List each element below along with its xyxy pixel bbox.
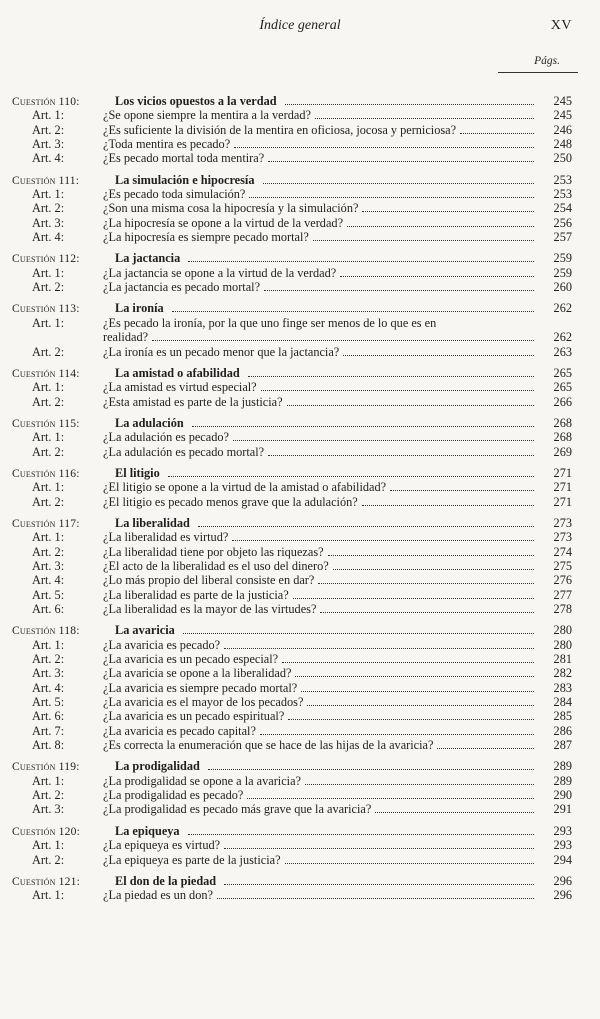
page-ref: 277: [553, 587, 572, 602]
article-entry: [12, 495, 572, 509]
article-question: ¿La avaricia se opone a la liberalidad?: [103, 666, 292, 681]
article-entry: [12, 216, 572, 230]
column-rule: [498, 72, 578, 73]
toc-section: [12, 251, 572, 294]
article-question: ¿La piedad es un don?: [103, 888, 213, 903]
dot-leader: [362, 202, 534, 212]
question-number: Cuestión 114:: [12, 366, 80, 380]
question-number: Cuestión 112:: [12, 252, 80, 266]
page-ref: 274: [553, 544, 572, 559]
article-question: ¿La adulación es pecado?: [103, 430, 229, 445]
dot-leader: [232, 531, 534, 541]
article-number: Art. 1:: [32, 380, 65, 395]
pages-column-label: Págs.: [534, 55, 560, 67]
article-entry: [12, 681, 572, 695]
question-number: Cuestión 119:: [12, 760, 80, 774]
article-entry: [12, 545, 572, 559]
dot-leader: [152, 331, 534, 341]
page-ref: 289: [553, 773, 572, 788]
toc-section: [12, 416, 572, 459]
dot-leader: [188, 825, 534, 835]
article-question: ¿La prodigalidad es pecado?: [103, 788, 244, 803]
article-question: ¿La avaricia es pecado?: [103, 637, 221, 652]
page-ref: 268: [553, 415, 572, 430]
article-number: Art. 8:: [32, 738, 65, 753]
question-title: La adulación: [115, 415, 184, 430]
dot-leader: [287, 396, 534, 406]
dot-leader: [208, 760, 534, 770]
dot-leader: [305, 775, 534, 785]
article-entry: [12, 666, 572, 680]
question-number: Cuestión 117:: [12, 516, 80, 530]
article-question: ¿La avaricia es pecado capital?: [103, 723, 256, 738]
article-entry: [12, 838, 572, 852]
article-number: Art. 5:: [32, 695, 65, 710]
page-ref: 290: [553, 788, 572, 803]
dot-leader: [285, 854, 534, 864]
article-entry: [12, 588, 572, 602]
article-entry: [12, 480, 572, 494]
dot-leader: [328, 546, 534, 556]
article-number: Art. 4:: [32, 573, 65, 588]
dot-leader: [261, 381, 534, 391]
article-entry: [12, 652, 572, 666]
page-ref: 278: [553, 602, 572, 616]
article-question: ¿La epiqueya es parte de la justicia?: [103, 852, 281, 867]
article-number: Art. 3:: [32, 802, 65, 817]
article-question: ¿La hipocresía se opone a la virtud de la verdad?: [103, 215, 344, 230]
dot-leader: [263, 174, 535, 184]
article-question: ¿La avaricia es un pecado especial?: [103, 652, 279, 667]
article-question: ¿La adulación es pecado mortal?: [103, 444, 265, 459]
page-ref: 269: [553, 444, 572, 459]
article-number: Art. 2:: [32, 122, 65, 137]
dot-leader: [293, 589, 534, 599]
question-heading: [12, 251, 572, 265]
toc-section: [12, 516, 572, 616]
article-number: Art. 2:: [32, 852, 65, 867]
article-number: Art. 4:: [32, 230, 65, 245]
article-question: ¿La jactancia es pecado mortal?: [103, 280, 261, 295]
page-ref: 291: [553, 802, 572, 817]
page-ref: 287: [553, 738, 572, 753]
article-number: Art. 1:: [32, 838, 65, 853]
page-ref: 265: [553, 365, 572, 380]
article-number: Art. 1:: [32, 430, 65, 445]
page-ref: 262: [553, 301, 572, 316]
article-question: ¿La liberalidad tiene por objeto las riquezas?: [103, 544, 324, 559]
dot-leader: [264, 281, 534, 291]
question-heading: [12, 416, 572, 430]
article-number: Art. 2:: [32, 788, 65, 803]
article-question: ¿La liberalidad es parte de la justicia?: [103, 587, 289, 602]
question-title: La prodigalidad: [115, 759, 200, 774]
dot-leader: [301, 682, 534, 692]
toc-section: [12, 874, 572, 903]
toc-section: [12, 824, 572, 867]
article-question: ¿Toda mentira es pecado?: [103, 137, 231, 152]
question-number: Cuestión 120:: [12, 824, 81, 838]
question-heading: [12, 874, 572, 888]
dot-leader: [343, 346, 534, 356]
dot-leader: [224, 639, 534, 649]
question-number: Cuestión 116:: [12, 466, 80, 480]
article-number: Art. 1:: [32, 637, 65, 652]
dot-leader: [247, 789, 534, 799]
dot-leader: [198, 517, 534, 527]
table-of-contents: [12, 94, 572, 910]
toc-section: [12, 466, 572, 509]
page-ref: 253: [553, 172, 572, 187]
article-number: Art. 3:: [32, 666, 65, 681]
dot-leader: [188, 252, 534, 262]
question-number: Cuestión 111:: [12, 173, 80, 187]
article-number: Art. 1:: [32, 888, 65, 903]
article-number: Art. 2:: [32, 494, 65, 509]
article-entry: [12, 853, 572, 867]
article-entry: [12, 709, 572, 723]
dot-leader: [224, 875, 534, 885]
article-entry: [12, 345, 572, 359]
dot-leader: [233, 431, 534, 441]
article-question: ¿La epiqueya es virtud?: [103, 838, 221, 853]
page-ref: 262: [553, 330, 572, 345]
toc-section: [12, 623, 572, 752]
page-ref: 296: [553, 873, 572, 888]
question-number: Cuestión 110:: [12, 95, 80, 108]
dot-leader: [295, 667, 534, 677]
question-heading: [12, 366, 572, 380]
page-ref: 248: [553, 137, 572, 152]
page-ref: 285: [553, 709, 572, 724]
dot-leader: [340, 267, 534, 277]
question-heading: [12, 623, 572, 637]
page-ref: 245: [553, 108, 572, 123]
toc-section: [12, 301, 572, 358]
page-ref: 276: [553, 573, 572, 588]
dot-leader: [313, 231, 534, 241]
page-ref: 266: [553, 394, 572, 409]
dot-leader: [285, 95, 534, 105]
article-entry: [12, 573, 572, 587]
article-entry: [12, 137, 572, 151]
question-heading: [12, 516, 572, 530]
question-title: La avaricia: [115, 623, 175, 638]
dot-leader: [248, 367, 534, 377]
question-heading: [12, 466, 572, 480]
page-ref: 250: [553, 151, 572, 166]
article-question: ¿Es suficiente la división de la mentira en oficiosa, jocosa y perniciosa?: [103, 122, 457, 137]
dot-leader: [217, 889, 534, 899]
dot-leader: [347, 217, 534, 227]
page-ref: 271: [553, 480, 572, 495]
question-heading: [12, 759, 572, 773]
article-entry: [12, 738, 572, 752]
article-question: ¿Lo más propio del liberal consiste en dar?: [103, 573, 315, 588]
dot-leader: [268, 152, 534, 162]
article-entry: [12, 559, 572, 573]
page-ref: 293: [553, 838, 572, 853]
question-number: Cuestión 113:: [12, 302, 80, 316]
page-ref: 259: [553, 251, 572, 266]
article-entry: [12, 201, 572, 215]
article-question: ¿La avaricia es siempre pecado mortal?: [103, 680, 298, 695]
article-number: Art. 1:: [32, 265, 65, 280]
article-entry: [12, 724, 572, 738]
article-number: Art. 2:: [32, 201, 65, 216]
article-number: Art. 2:: [32, 280, 65, 295]
article-number: Art. 3:: [32, 137, 65, 152]
article-entry: [12, 380, 572, 394]
toc-section: [12, 173, 572, 245]
page-ref: 296: [553, 888, 572, 903]
question-number: Cuestión 115:: [12, 416, 80, 430]
dot-leader: [437, 739, 534, 749]
article-entry: [12, 774, 572, 788]
page-number: XV: [550, 18, 572, 33]
question-heading: [12, 301, 572, 315]
article-number: Art. 2:: [32, 344, 65, 359]
dot-leader: [168, 467, 534, 477]
article-number: Art. 2:: [32, 544, 65, 559]
article-number: Art. 1:: [32, 108, 65, 123]
question-title: El litigio: [115, 465, 160, 480]
toc-section: [12, 94, 572, 166]
article-entry: [12, 266, 572, 280]
article-number: Art. 4:: [32, 680, 65, 695]
article-entry: [12, 602, 572, 616]
article-number: Art. 6:: [32, 709, 65, 724]
article-question: ¿La hipocresía es siempre pecado mortal?: [103, 230, 309, 245]
page-ref: 257: [553, 230, 572, 245]
page-ref: 280: [553, 623, 572, 638]
dot-leader: [249, 188, 534, 198]
article-number: Art. 7:: [32, 723, 65, 738]
article-question: ¿La amistad es virtud especial?: [103, 380, 257, 395]
page-ref: 268: [553, 430, 572, 445]
article-entry: [12, 316, 572, 345]
article-number: Art. 6:: [32, 602, 65, 616]
dot-leader: [183, 624, 534, 634]
article-entry: [12, 695, 572, 709]
dot-leader: [288, 710, 534, 720]
dot-leader: [260, 725, 534, 735]
page-ref: 289: [553, 759, 572, 774]
dot-leader: [172, 302, 534, 312]
article-question: ¿La avaricia es el mayor de los pecados?: [103, 695, 304, 710]
page-ref: 273: [553, 515, 572, 530]
article-question: ¿Se opone siempre la mentira a la verdad?: [103, 108, 311, 123]
page-ref: 293: [553, 823, 572, 838]
article-number: Art. 2:: [32, 394, 65, 409]
article-entry: [12, 888, 572, 902]
article-entry: [12, 788, 572, 802]
page-ref: 265: [553, 380, 572, 395]
dot-leader: [315, 109, 534, 119]
running-header: [0, 18, 600, 40]
page-ref: 271: [553, 494, 572, 509]
question-title: El don de la piedad: [115, 873, 217, 888]
article-question: ¿La avaricia es un pecado espiritual?: [103, 709, 285, 724]
page-ref: 254: [553, 201, 572, 216]
article-entry: [12, 430, 572, 444]
page-ref: 259: [553, 265, 572, 280]
article-entry: [12, 108, 572, 122]
toc-section: [12, 759, 572, 816]
article-entry: [12, 123, 572, 137]
page-ref: 245: [553, 94, 572, 108]
article-question: ¿El acto de la liberalidad es el uso del dinero?: [103, 558, 329, 573]
article-question: ¿Esta amistad es parte de la justicia?: [103, 394, 283, 409]
dot-leader: [320, 603, 534, 613]
article-entry: [12, 802, 572, 816]
article-question: ¿El litigio es pecado menos grave que la adulación?: [103, 494, 358, 509]
article-question: ¿Es pecado toda simulación?: [103, 187, 246, 202]
dot-leader: [234, 138, 534, 148]
dot-leader: [333, 560, 534, 570]
page-ref: 275: [553, 558, 572, 573]
question-heading: [12, 94, 572, 108]
article-question: ¿La liberalidad es la mayor de las virtudes?: [103, 602, 317, 616]
article-question: ¿Es pecado la ironía, por la que uno finge ser menos de lo que es en: [103, 315, 437, 330]
article-number: Art. 2:: [32, 652, 65, 667]
article-entry: [12, 187, 572, 201]
article-question: ¿La prodigalidad se opone a la avaricia?: [103, 773, 302, 788]
article-number: Art. 1:: [32, 187, 65, 202]
page-ref: 284: [553, 695, 572, 710]
page-ref: 294: [553, 852, 572, 867]
article-entry: [12, 395, 572, 409]
question-number: Cuestión 118:: [12, 624, 80, 638]
dot-leader: [268, 446, 534, 456]
toc-section: [12, 366, 572, 409]
question-number: Cuestión 121:: [12, 874, 81, 888]
page-ref: 281: [553, 652, 572, 667]
question-heading: [12, 824, 572, 838]
page-ref: 260: [553, 280, 572, 295]
article-number: Art. 1:: [32, 480, 65, 495]
question-title: La amistad o afabilidad: [115, 365, 240, 380]
page-ref: 246: [553, 122, 572, 137]
dot-leader: [390, 481, 534, 491]
dot-leader: [307, 696, 534, 706]
dot-leader: [375, 803, 534, 813]
dot-leader: [192, 417, 534, 427]
page-ref: 273: [553, 530, 572, 545]
article-entry: [12, 638, 572, 652]
dot-leader: [460, 124, 534, 134]
article-number: Art. 2:: [32, 444, 65, 459]
article-entry: [12, 151, 572, 165]
article-entry: [12, 445, 572, 459]
page-ref: 256: [553, 215, 572, 230]
article-number: Art. 5:: [32, 587, 65, 602]
page-ref: 271: [553, 465, 572, 480]
article-number: Art. 1:: [32, 773, 65, 788]
article-entry: [12, 530, 572, 544]
article-number: Art. 1:: [32, 315, 65, 330]
dot-leader: [282, 653, 534, 663]
question-heading: [12, 173, 572, 187]
question-title: La jactancia: [115, 251, 181, 266]
article-question: ¿Son una misma cosa la hipocresía y la simulación?: [103, 201, 359, 216]
question-title: La ironía: [115, 301, 164, 316]
question-title: La liberalidad: [115, 515, 190, 530]
question-title: Los vicios opuestos a la verdad: [115, 94, 277, 108]
article-question: ¿El litigio se opone a la virtud de la amistad o afabilidad?: [103, 480, 387, 495]
page-ref: 286: [553, 723, 572, 738]
article-question: ¿Es pecado mortal toda mentira?: [103, 151, 265, 166]
question-title: La epiqueya: [115, 823, 180, 838]
article-number: Art. 3:: [32, 215, 65, 230]
page-ref: 282: [553, 666, 572, 681]
page-ref: 263: [553, 344, 572, 359]
page-ref: 280: [553, 637, 572, 652]
page-ref: 253: [553, 187, 572, 202]
article-entry: [12, 280, 572, 294]
article-question: ¿La liberalidad es virtud?: [103, 530, 229, 545]
dot-leader: [318, 574, 534, 584]
page-ref: 283: [553, 680, 572, 695]
dot-leader: [224, 839, 534, 849]
dot-leader: [362, 496, 534, 506]
article-number: Art. 1:: [32, 530, 65, 545]
running-title: Índice general: [259, 18, 341, 33]
article-question: ¿La prodigalidad es pecado más grave que la avaricia?: [103, 802, 372, 817]
article-entry: [12, 230, 572, 244]
article-number: Art. 3:: [32, 558, 65, 573]
article-question: ¿Es correcta la enumeración que se hace de las hijas de la avaricia?: [103, 738, 434, 753]
question-title: La simulación e hipocresía: [115, 172, 255, 187]
article-question-continued: realidad?: [103, 330, 149, 345]
article-question: ¿La jactancia se opone a la virtud de la verdad?: [103, 265, 337, 280]
article-question: ¿La ironía es un pecado menor que la jactancia?: [103, 344, 340, 359]
article-number: Art. 4:: [32, 151, 65, 166]
